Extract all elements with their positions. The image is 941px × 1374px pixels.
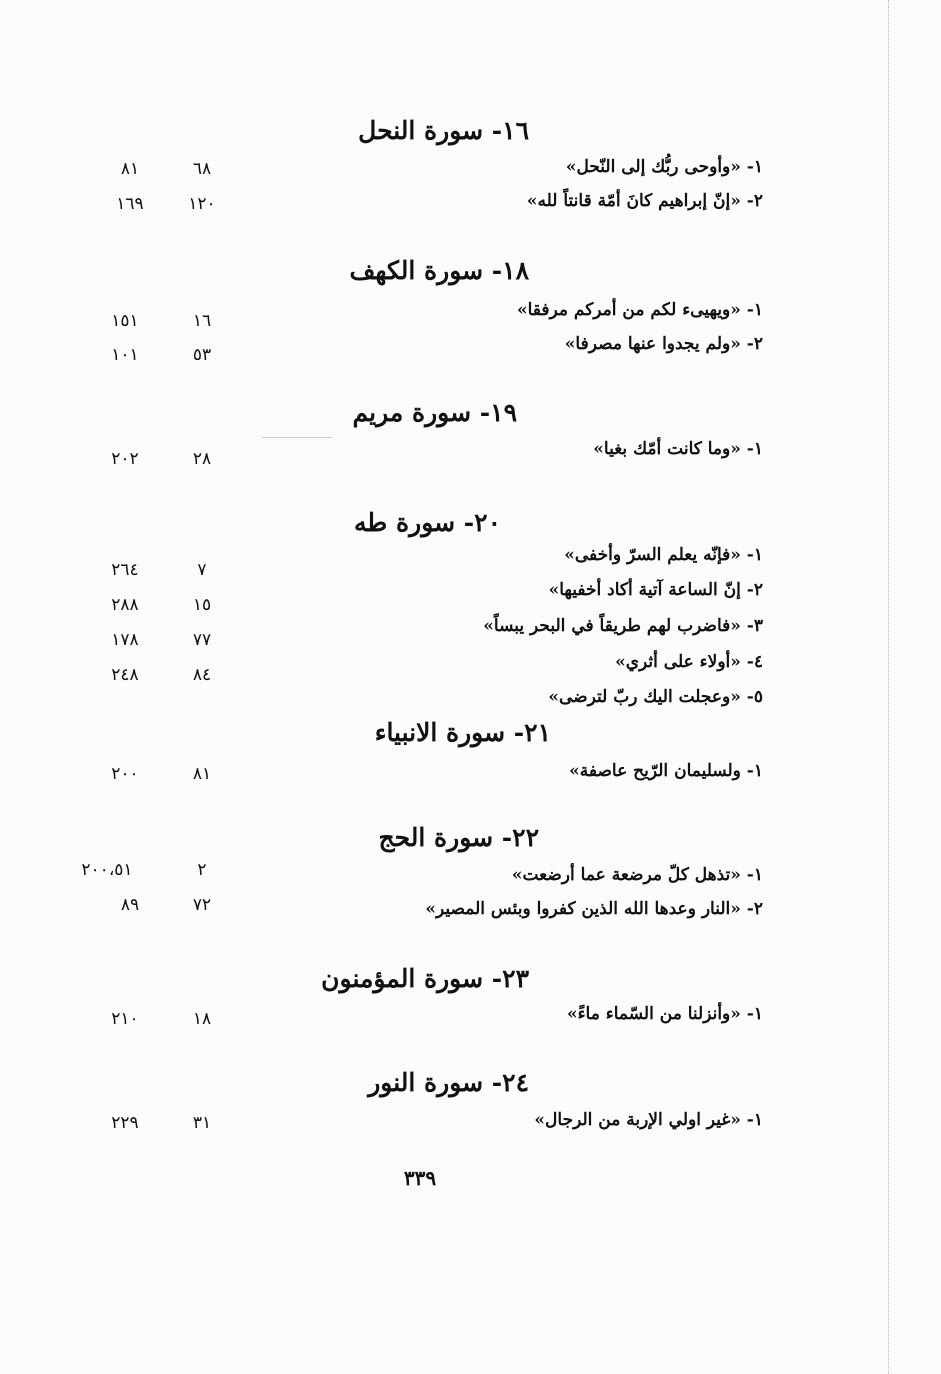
verse-number: ٢٨ [192, 449, 212, 469]
list-item: ١- «ويهيىء لكم من أمركم مرفقا» [516, 300, 763, 320]
page-reference: ٨١ [120, 159, 140, 179]
list-item: ٤- «أولاء على أثري» [615, 652, 763, 672]
page-reference: ٢٦٤ [111, 560, 139, 580]
verse-number: ٦٨ [192, 159, 212, 179]
page-reference: ١٥١ [111, 311, 139, 331]
page-edge-line [888, 0, 889, 1374]
list-item: ٢- «النار وعدها الله الذين كفروا وبئس المصير» [425, 899, 763, 919]
verse-number: ١٨ [192, 1009, 212, 1029]
section-heading: ٢٢- سورة الحج [378, 823, 539, 852]
verse-number: ١٦ [192, 311, 212, 331]
page-reference: ٢١٠ [111, 1009, 139, 1029]
page-reference: ٢٠٢ [111, 449, 139, 469]
list-item: ٢- «إنّ إبراهيم كانَ أمّة قانتاً لله» [526, 191, 763, 211]
section-heading: ٢٣- سورة المؤمنون [321, 964, 529, 993]
verse-number: ٧٧ [192, 630, 212, 650]
verse-number: ١٢٠ [188, 194, 216, 214]
scan-artifact-line [262, 437, 332, 438]
list-item: ٢- إنّ الساعة آتية أكاد أخفيها» [548, 580, 763, 600]
section-heading: ١٩- سورة مريم [352, 398, 517, 427]
list-item: ١- ولسليمان الرّيح عاصفة» [569, 761, 763, 781]
section-heading: ١٨- سورة الكهف [349, 256, 529, 285]
verse-number: ٨٤ [192, 665, 212, 685]
verse-number: ٣١ [192, 1113, 212, 1133]
page-reference: ٢٨٨ [111, 595, 139, 615]
page-reference: ١٦٩ [116, 194, 144, 214]
page-reference: ٢٠٠ [111, 764, 139, 784]
list-item: ٥- «وعجلت اليك ربّ لترضى» [548, 687, 763, 707]
list-item: ١- «غير اولي الإربة من الرجال» [534, 1110, 763, 1130]
page-reference: ٢٠٠،٥١ [81, 860, 133, 880]
verse-number: ٢ [197, 860, 207, 880]
list-item: ٢- «ولم يجدوا عنها مصرفا» [564, 334, 763, 354]
section-heading: ٢٠- سورة طه [354, 508, 501, 537]
list-item: ٣- «فاضرب لهم طريقاً في البحر يبساً» [483, 616, 763, 636]
section-heading: ٢١- سورة الانبياء [374, 718, 551, 747]
list-item: ١- «تذهل كلّ مرضعة عما أرضعت» [511, 865, 763, 885]
verse-number: ٨١ [192, 764, 212, 784]
verse-number: ٧٢ [192, 895, 212, 915]
list-item: ١- «وأنزلنا من السّماء ماءً» [566, 1004, 763, 1024]
verse-number: ٥٣ [192, 345, 212, 365]
verse-number: ١٥ [192, 595, 212, 615]
list-item: ١- «وما كانت أمّك بغيا» [593, 439, 763, 459]
page-reference: ١٧٨ [111, 630, 139, 650]
page-reference: ٢٢٩ [111, 1113, 139, 1133]
list-item: ١- «وأوحى ربُّك إلى النّحل» [565, 157, 763, 177]
page-number: ٣٣٩ [403, 1166, 437, 1190]
verse-number: ٧ [197, 560, 207, 580]
page-reference: ١٠١ [111, 345, 139, 365]
page-reference: ٢٤٨ [111, 665, 139, 685]
section-heading: ١٦- سورة النحل [358, 116, 529, 145]
page-reference: ٨٩ [120, 895, 140, 915]
list-item: ١- «فإنّه يعلم السرّ وأخفى» [564, 545, 763, 565]
section-heading: ٢٤- سورة النور [368, 1068, 529, 1097]
